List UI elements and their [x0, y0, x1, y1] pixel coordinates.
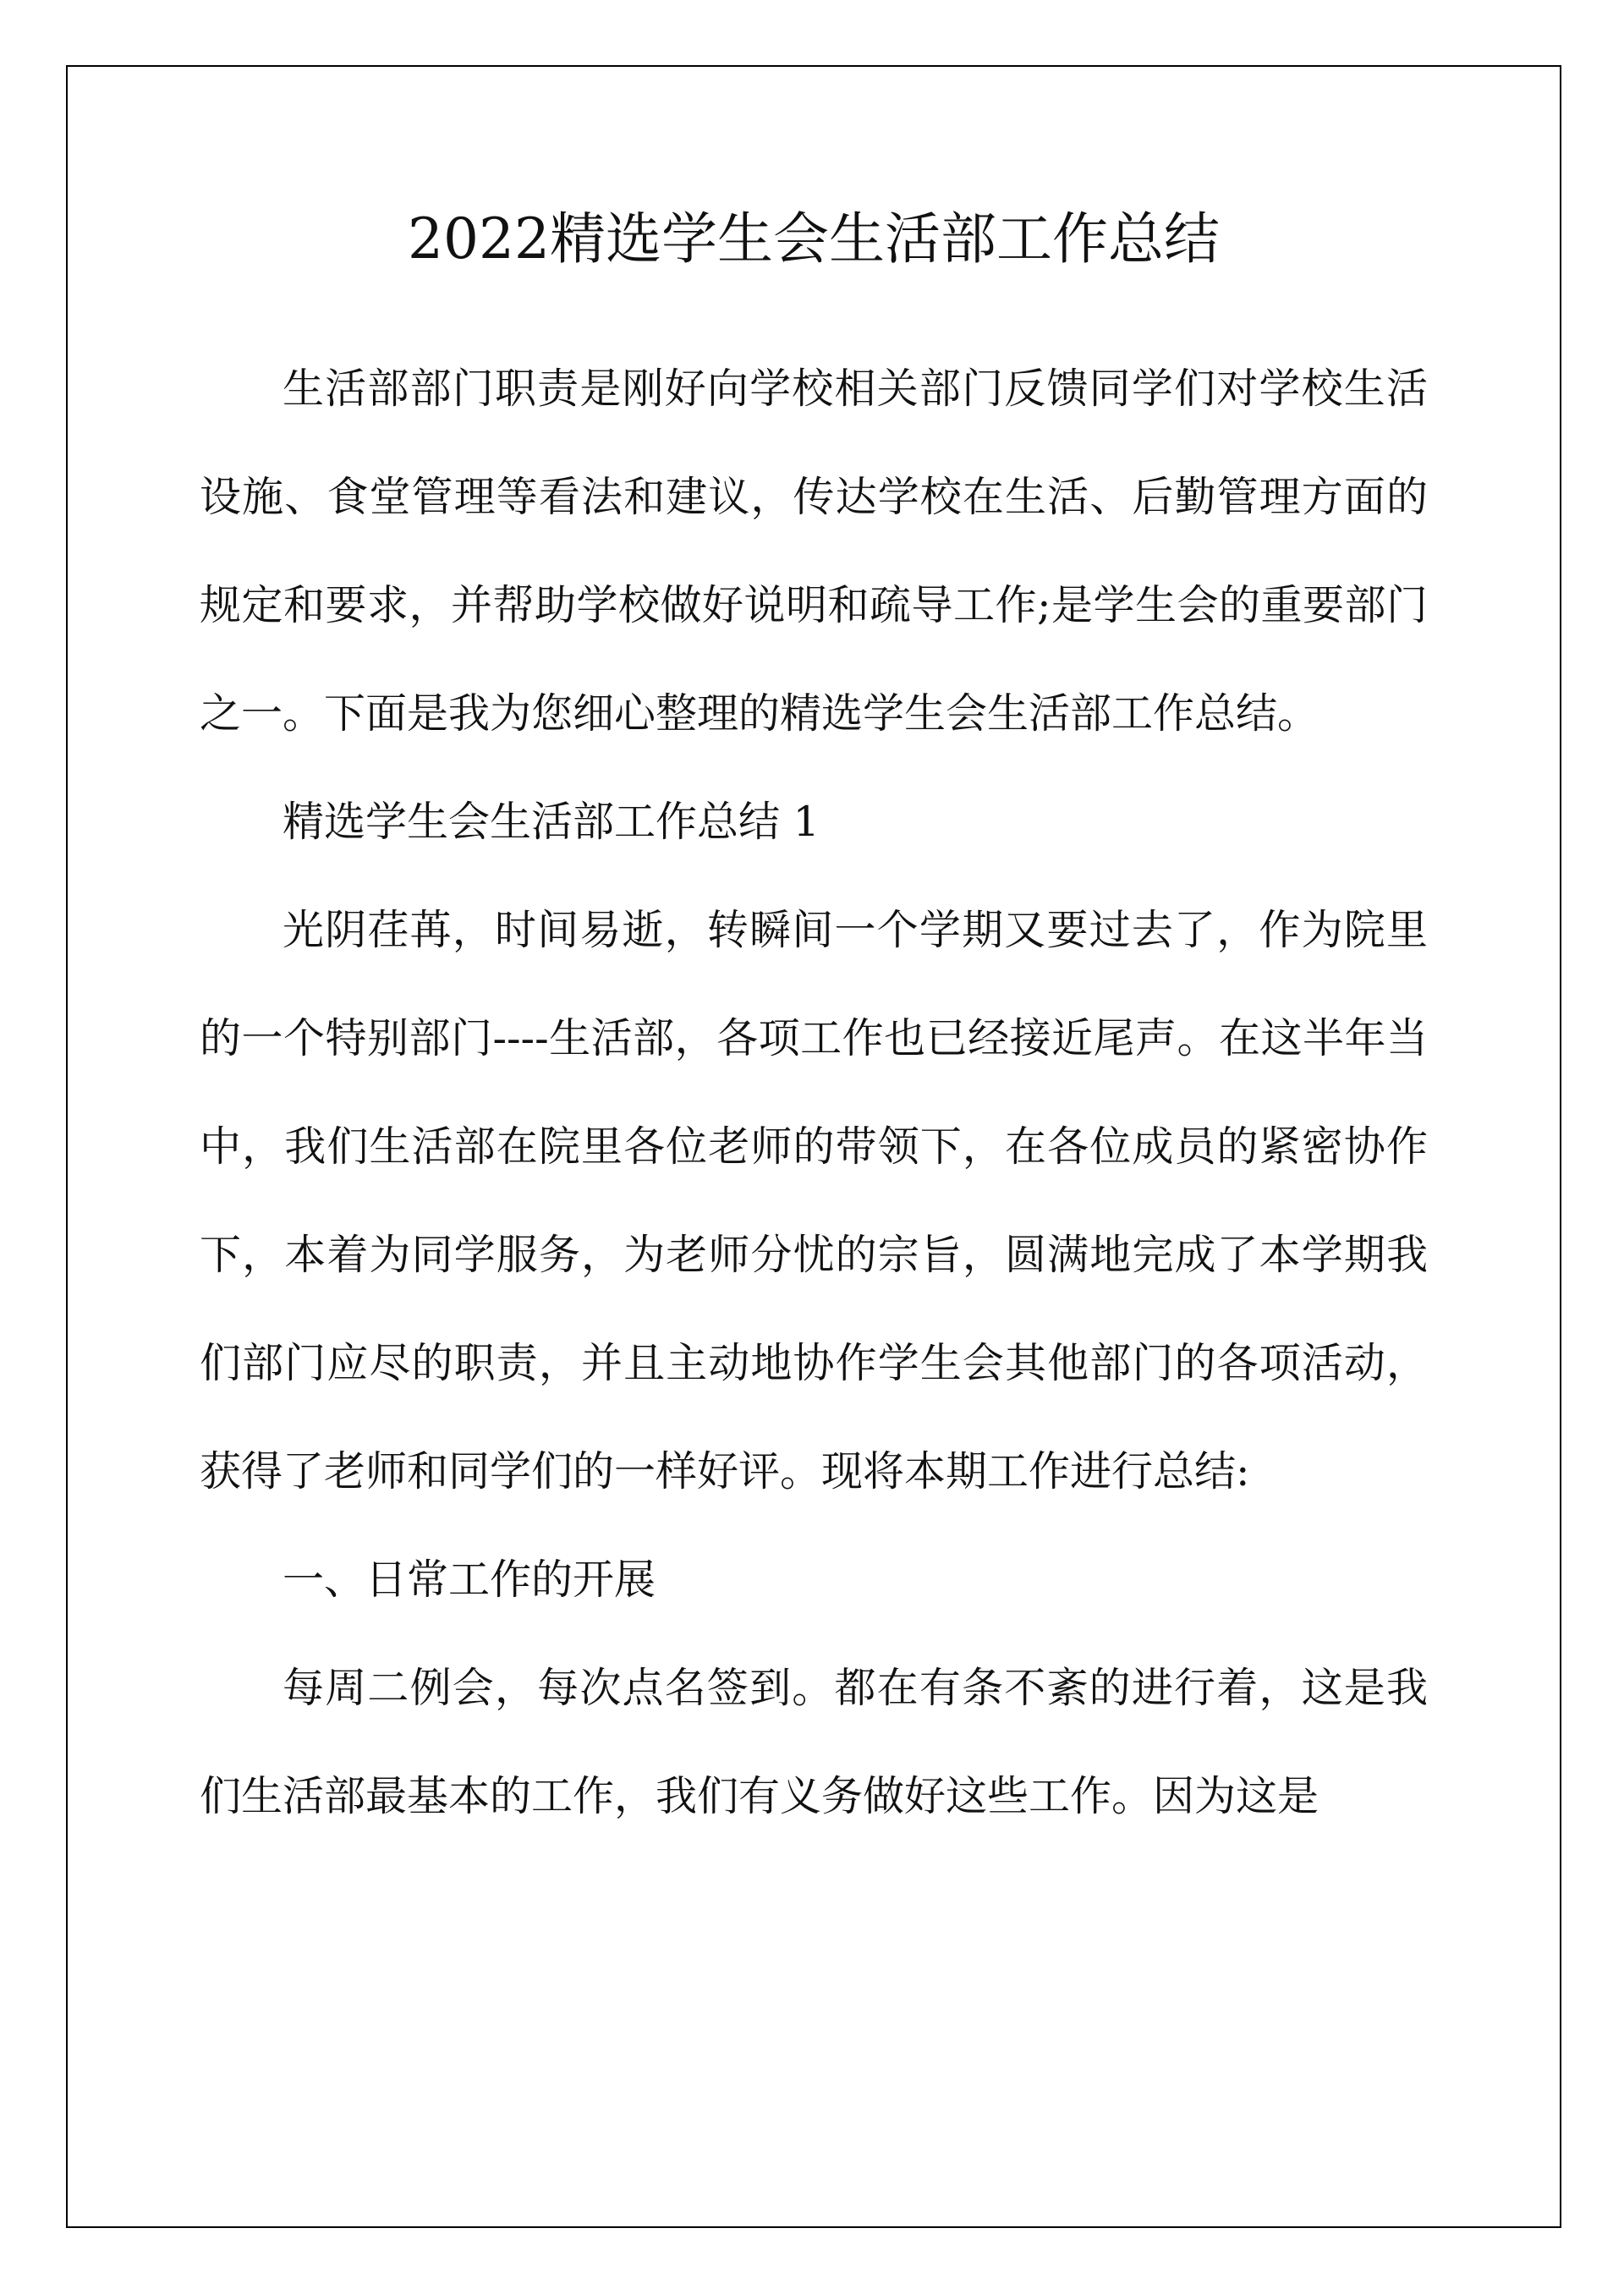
section-heading-daily-work: 一、日常工作的开展 [283, 1556, 656, 1604]
document-title: 2022精选学生会生活部工作总结 [408, 206, 1220, 272]
document-body [200, 335, 1428, 1851]
section-heading-1: 精选学生会生活部工作总结 1 [283, 798, 820, 846]
paragraph-intro: 生活部部门职责是刚好向学校相关部门反馈同学们对学校生活设施、食堂管理等看法和建议，传达学校在生活、后勤管理方面的规定和要求，并帮助学校做好说明和疏导工作;是学生会的重要部门之一。下面是我为您细心整理的精选学生会生活部工作总结。 [200, 365, 1428, 738]
paragraph-summary: 光阴荏苒，时间易逝，转瞬间一个学期又要过去了，作为院里的一个特别部门----生活部，各项工作也已经接近尾声。在这半年当中，我们生活部在院里各位老师的带领下，在各位成员的紧密协作下，本着为同学服务，为老师分忧的宗旨，圆满地完成了本学期我们部门应尽的职责，并且主动地协作学生会其他部门的各项活动，获得了老师和同学们的一样好评。现将本期工作进行总结: [200, 906, 1428, 1495]
paragraph-daily-work: 每周二例会，每次点名签到。都在有条不紊的进行着，这是我们生活部最基本的工作，我们有义务做好这些工作。因为这是 [200, 1664, 1428, 1820]
